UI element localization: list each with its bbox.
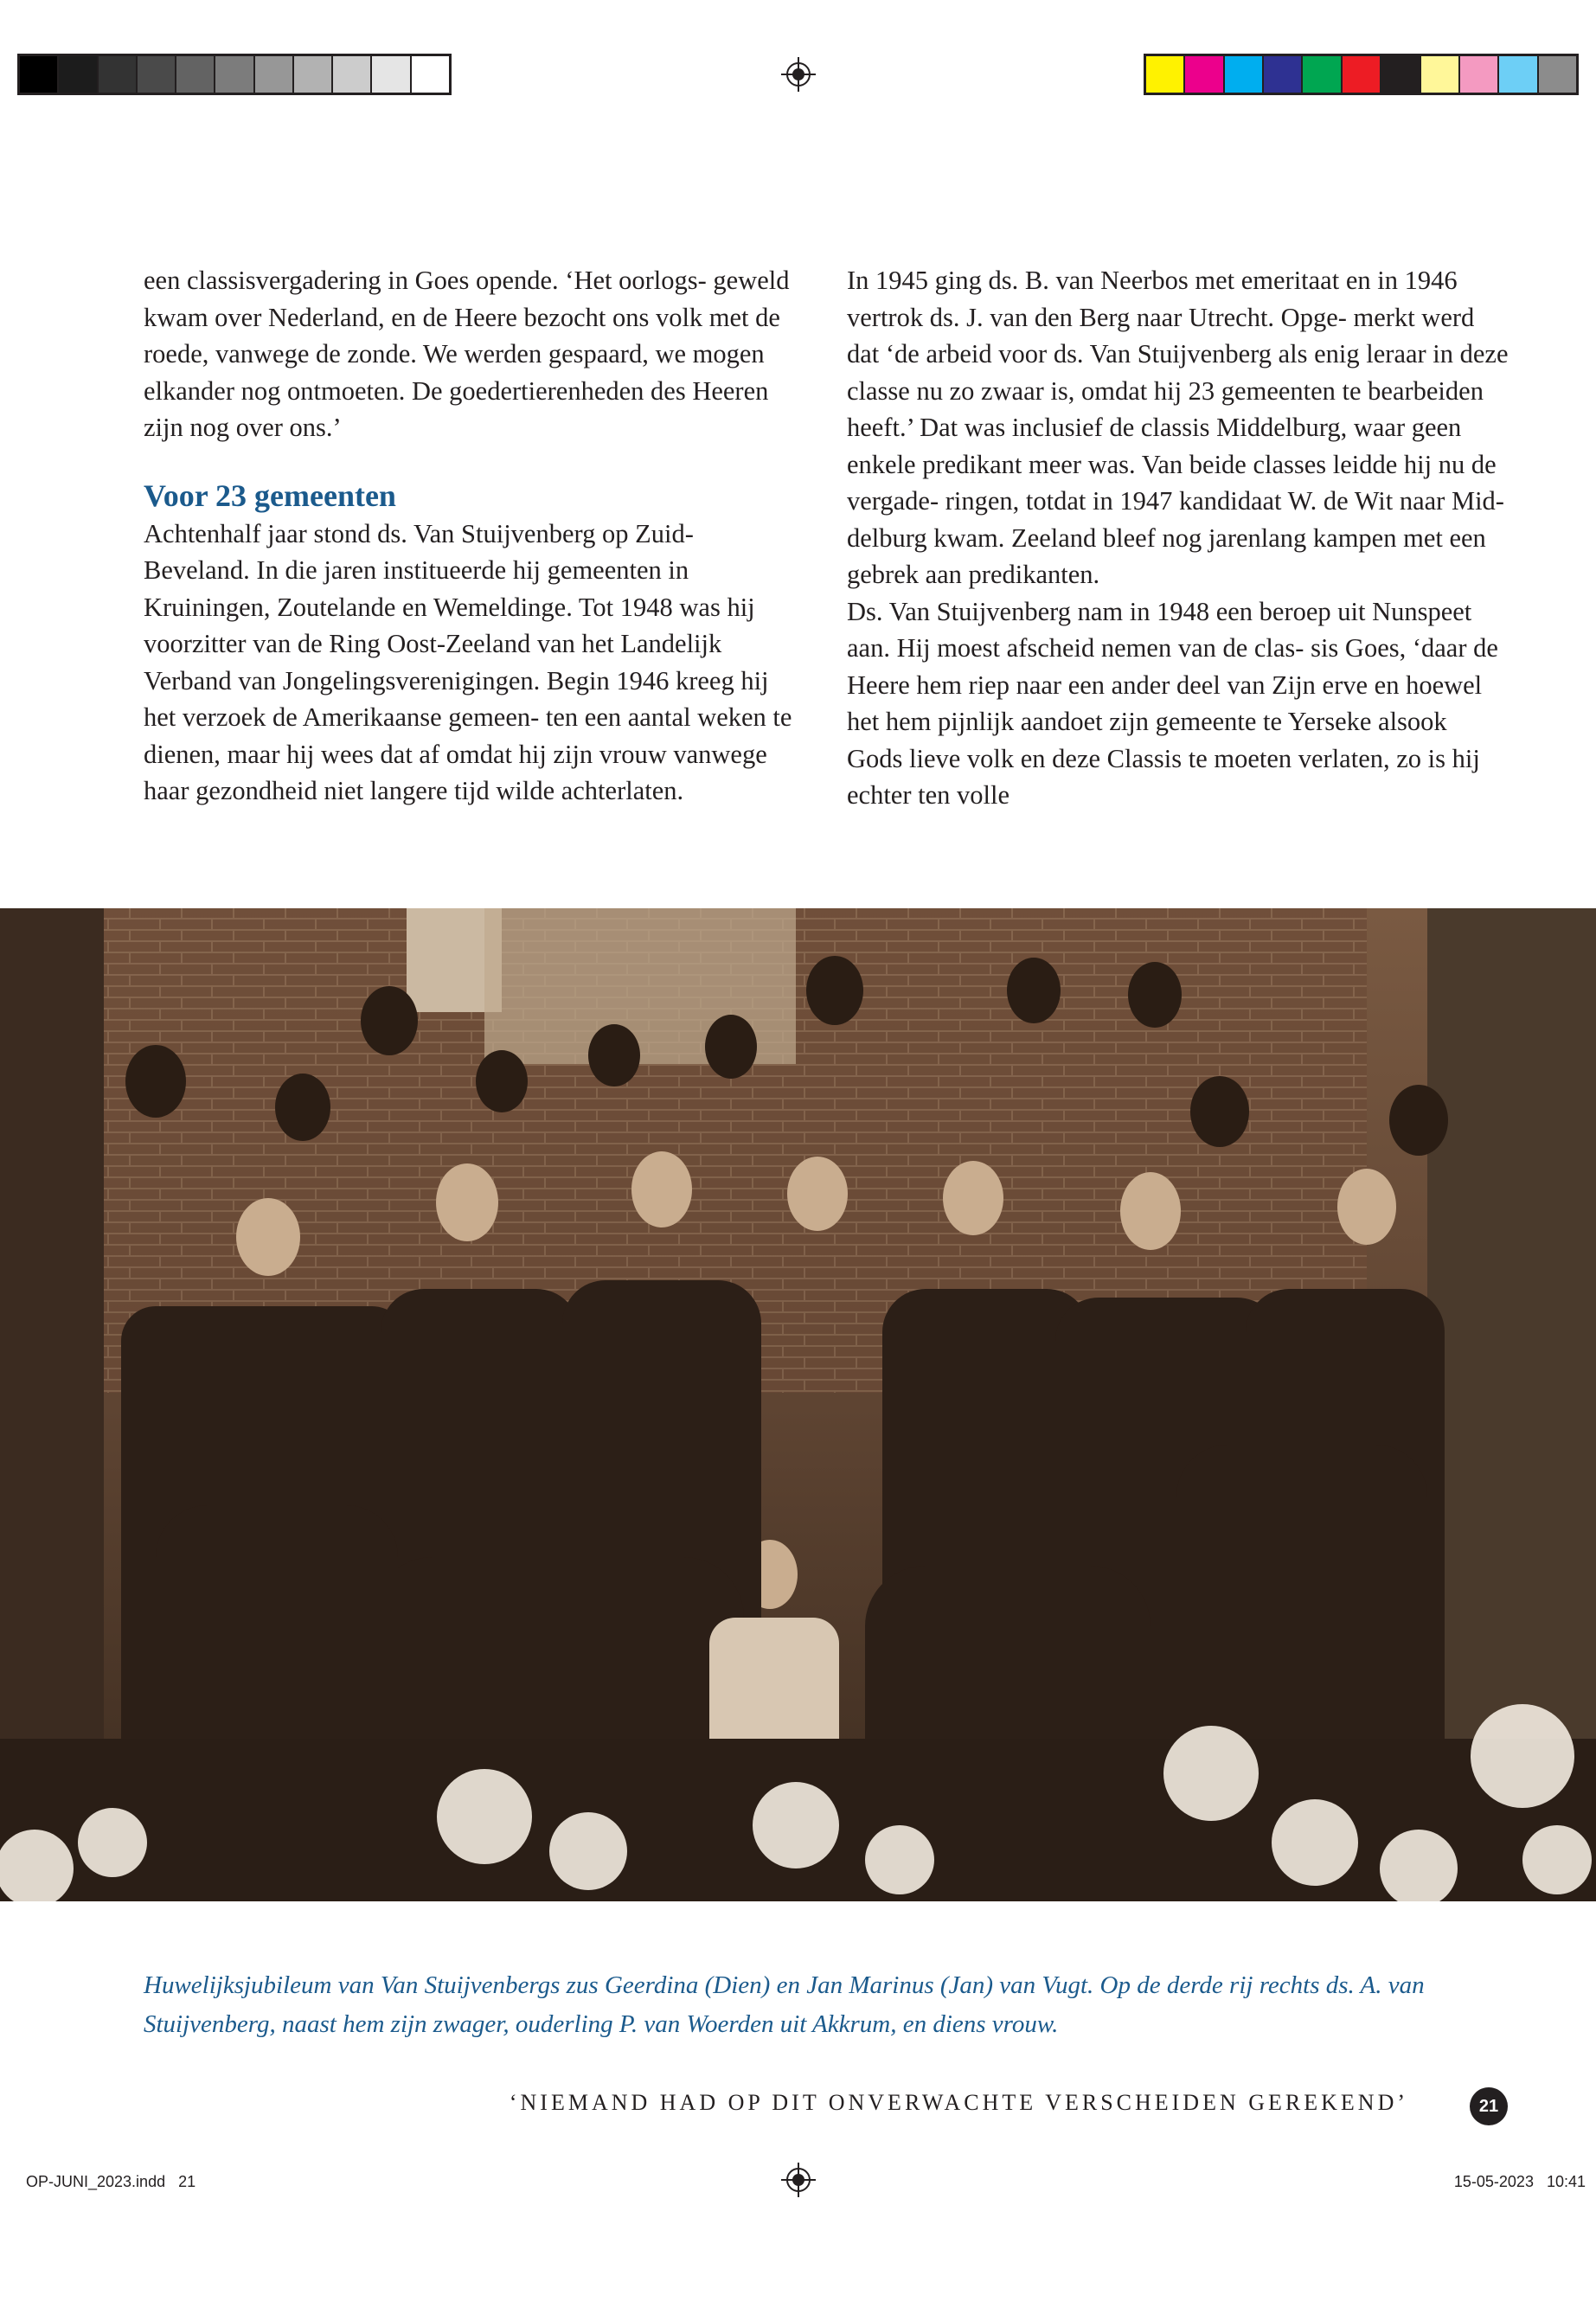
color-swatch xyxy=(1264,56,1303,93)
page-number: 21 xyxy=(1470,2087,1508,2125)
registration-mark-icon xyxy=(781,2163,816,2197)
color-swatch xyxy=(1381,56,1420,93)
gray-swatch xyxy=(99,56,138,93)
color-swatch xyxy=(1539,56,1576,93)
color-swatch xyxy=(1343,56,1381,93)
gray-swatch xyxy=(255,56,294,93)
photo-caption: Huwelijksjubileum van Van Stuijvenbergs zus Geerdina (Dien) en Jan Marinus (Jan) van Vugt. Op de derde rij rechts ds. A. van Stuijvenberg, naast hem zijn zwager, ouderling P. van Woerden uit Akkrum, en diens vrouw. xyxy=(144,1971,1425,2038)
grayscale-color-bar xyxy=(17,54,452,95)
gray-swatch xyxy=(20,56,59,93)
color-swatch xyxy=(1460,56,1499,93)
article-column-left xyxy=(144,262,805,810)
color-swatch xyxy=(1303,56,1342,93)
gray-swatch xyxy=(176,56,215,93)
color-swatch xyxy=(1499,56,1538,93)
body-paragraph: Achtenhalf jaar stond ds. Van Stuijvenberg op Zuid- Beveland. In die jaren institueerde hij gemeenten in Kruiningen, Zoutelande en Wemeldinge. Tot 1948 was hij voorzitter van de Ring Oost-Zeeland van het Landelijk Verband van Jongelingsverenigingen. Begin 1946 kreeg hij het verzoek de Amerikaanse gemeen- ten een aantal weken te dienen, maar hij wees dat af omdat hij zijn vrouw vanwege haar gezondheid niet langere tijd wilde achterlaten. xyxy=(144,518,792,805)
gray-swatch xyxy=(138,56,176,93)
color-swatch xyxy=(1421,56,1460,93)
body-paragraph: Ds. Van Stuijvenberg nam in 1948 een beroep uit Nunspeet aan. Hij moest afscheid nemen van de clas- sis Goes, ‘daar de Heere hem riep naar een ander deel van Zijn erve en hoewel het hem pijnlijk aandoet zijn gemeente te Yerseke alsook Gods lieve volk en deze Classis te moeten verlaten, zo is hij echter ten volle xyxy=(847,596,1498,810)
section-heading: Voor 23 gemeenten xyxy=(144,478,396,513)
family-group-photo xyxy=(0,908,1596,1901)
registration-mark-icon xyxy=(781,57,816,92)
running-title: ‘NIEMAND HAD OP DIT ONVERWACHTE VERSCHEIDEN GEREKEND’ xyxy=(509,2090,1408,2115)
body-paragraph: In 1945 ging ds. B. van Neerbos met emeritaat en in 1946 vertrok ds. J. van den Berg naar Utrecht. Opge- merkt werd dat ‘de arbeid voor ds. Van Stuijvenberg als enig leraar in deze classe nu zo zwaar is, omdat hij 23 gemeenten te bearbeiden heeft.’ Dat was inclusief de classis Middelburg, waar geen enkele predikant meer was. Van beide classes leidde hij nu de vergade- ringen, totdat in 1947 kandidaat W. de Wit naar Mid- delburg kwam. Zeeland bleef nog jarenlang kampen met een gebrek aan predikanten. xyxy=(847,266,1509,589)
slug-date-info: 15-05-2023 10:41 xyxy=(1453,2173,1586,2190)
process-color-bar xyxy=(1144,54,1579,95)
gray-swatch xyxy=(215,56,254,93)
slug-file-info: OP-JUNI_2023.indd 21 xyxy=(26,2173,196,2190)
gray-swatch xyxy=(59,56,98,93)
color-swatch xyxy=(1225,56,1264,93)
gray-swatch xyxy=(412,56,449,93)
gray-swatch xyxy=(294,56,333,93)
article-column-right xyxy=(847,262,1509,814)
gray-swatch xyxy=(333,56,372,93)
color-swatch xyxy=(1146,56,1185,93)
intro-paragraph: een classisvergadering in Goes opende. ‘Het oorlogs- geweld kwam over Nederland, en de Heere bezocht ons volk met de roede, vanwege de zonde. We werden gespaard, we mogen elkander nog ontmoeten. De goedertierenheden des Heeren zijn nog over ons.’ xyxy=(144,266,790,442)
gray-swatch xyxy=(372,56,411,93)
color-swatch xyxy=(1185,56,1224,93)
